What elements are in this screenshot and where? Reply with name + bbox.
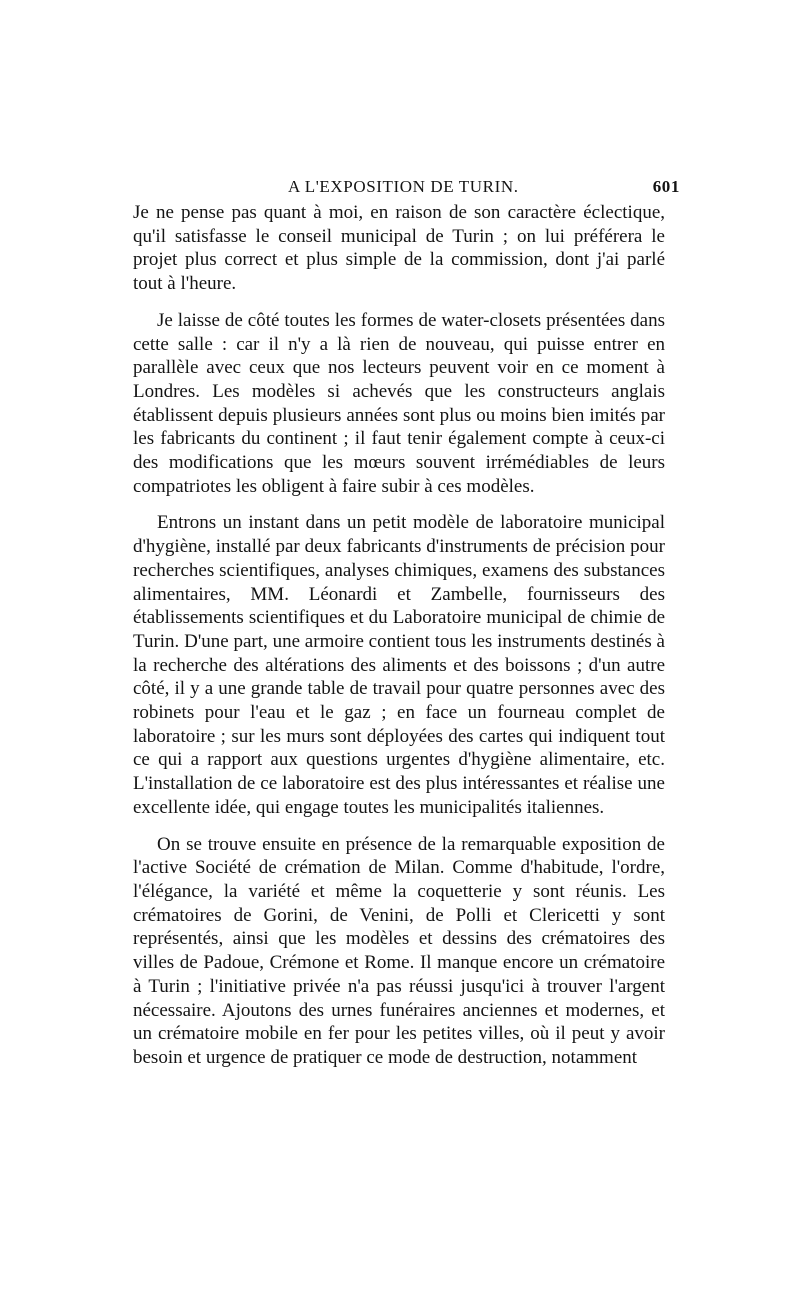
- paragraph-1: Je ne pense pas quant à moi, en raison de son caractère éclectique, qu'il satisfasse le conseil municipal de Turin ; on lui préférera le projet plus correct et plus simple de la commission, dont j'ai parlé tout à l'heure.: [133, 202, 665, 295]
- paragraph-3: Entrons un instant dans un petit modèle de laboratoire municipal d'hygiène, installé par deux fabricants d'instruments de précision pour recherches scientifiques, analyses chimiques, examens des substances alimentaires, MM. Léonardi et Zambelle, fournisseurs des établissements scientifiques et du Laboratoire municipal de chimie de Turin. D'une part, une armoire contient tous les instruments destinés à la recherche des altérations des aliments et des boissons ; d'un autre côté, il y a une grande table de travail pour quatre personnes avec des robinets pour l'eau et le gaz ; en face un fourneau complet de laboratoire ; sur les murs sont déployées des cartes qui indiquent tout ce qui a rapport aux questions urgentes d'hygiène alimentaire, etc. L'installation de ce laboratoire est des plus intéressantes et réalise une excellente idée, qui engage toutes les municipalités italiennes.: [133, 512, 665, 818]
- paragraph-2: Je laisse de côté toutes les formes de water-closets présentées dans cette salle : car il n'y a là rien de nouveau, qui puisse entrer en parallèle avec ceux que nos lecteurs peuvent voir en ce moment à Londres. Les modèles si achevés que les constructeurs anglais établissent depuis plusieurs années sont plus ou moins bien imités par les fabricants du continent ; il faut tenir également compte à ceux-ci des modifications que les mœurs souvent irrémédiables de leurs compatriotes les obligent à faire subir à ces modèles.: [133, 309, 665, 497]
- running-title: A L'EXPOSITION DE TURIN.: [288, 177, 519, 196]
- paragraph-4: On se trouve ensuite en présence de la remarquable exposition de l'active Société de crémation de Milan. Comme d'habitude, l'ordre, l'élégance, la variété et même la coquetterie y sont réunis. Les crématoires de Gorini, de Venini, de Polli et Clericetti y sont représentés, ainsi que les modèles et dessins des crématoires des villes de Padoue, Crémone et Rome. Il manque encore un crématoire à Turin ; l'initiative privée n'a pas réussi jusqu'ici à trouver l'argent nécessaire. Ajoutons des urnes funéraires anciennes et modernes, et un crématoire mobile en fer pour les petites villes, où il peut y avoir besoin et urgence de pratiquer ce mode de destruction, notamment: [133, 833, 665, 1068]
- page-number: 601: [652, 177, 680, 196]
- body-text: [133, 201, 665, 1070]
- running-head: [288, 177, 680, 201]
